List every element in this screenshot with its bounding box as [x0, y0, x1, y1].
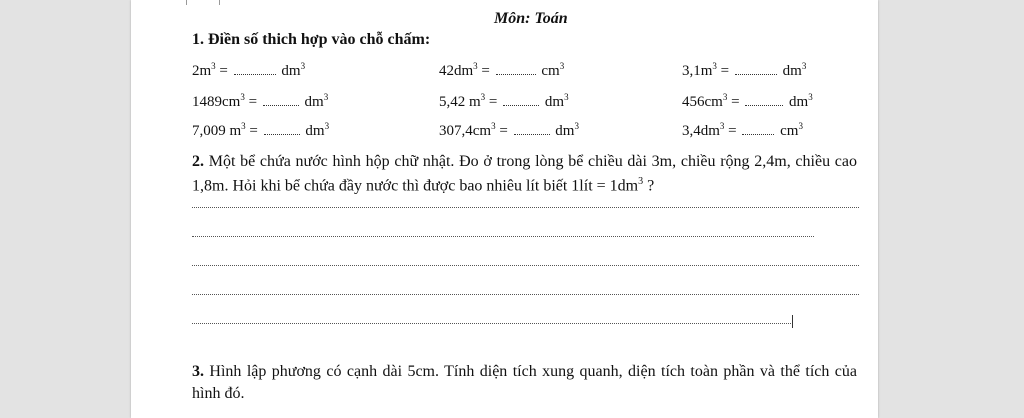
conversion-rhs: cm	[776, 123, 799, 139]
conversion-lhs: 42dm	[439, 63, 474, 79]
conversion-item	[439, 92, 569, 111]
answer-line[interactable]	[192, 323, 791, 324]
answer-blank[interactable]	[745, 104, 783, 106]
conversion-rhs: dm	[301, 123, 325, 139]
conversion-rhs: dm	[778, 63, 802, 79]
exercise-1-heading: 1. Điền số thich hợp vào chỗ chấm:	[192, 31, 431, 48]
exercise-3-number: 3.	[192, 363, 204, 380]
conversion-lhs: 456cm	[682, 94, 723, 110]
exercise-2-body: Một bể chứa nước hình hộp chữ nhật. Đo ở trong lòng bể chiều dài 3m, chiều rộng 2,4m, chiều cao 1,8m. Hỏi khi bể chứa đầy nước thì được bao nhiêu lít biết 1lít = 1dm	[192, 153, 857, 195]
cube-sup: 3	[719, 121, 725, 131]
cube-sup: 3	[323, 92, 329, 102]
exercise-3-text	[192, 361, 857, 405]
cube-sup: 3	[559, 61, 565, 71]
answer-blank[interactable]	[264, 133, 300, 135]
cube-sup: 3	[240, 92, 245, 102]
conversion-lhs: 3,1m	[682, 63, 713, 79]
cube-sup: 3	[491, 121, 496, 131]
conversion-rhs: dm	[551, 123, 575, 139]
answer-line[interactable]	[192, 207, 859, 208]
answer-blank[interactable]	[263, 104, 299, 106]
document-page	[131, 0, 878, 418]
cube-sup: 3	[241, 121, 246, 131]
conversion-item	[439, 61, 564, 80]
conversion-lhs: 2m	[192, 63, 212, 79]
exercise-2-sup: 3	[638, 176, 644, 187]
equals-sign: =	[477, 63, 494, 79]
equals-sign: =	[244, 94, 261, 110]
answer-blank[interactable]	[234, 73, 276, 75]
answer-line[interactable]	[192, 265, 859, 266]
conversion-item	[439, 121, 579, 140]
exercise-2-text	[192, 152, 857, 196]
crop-mark	[219, 0, 220, 5]
crop-mark	[186, 0, 187, 5]
conversion-lhs: 3,4dm	[682, 123, 720, 139]
conversion-item	[682, 121, 803, 140]
cube-sup: 3	[300, 61, 306, 71]
conversion-rhs: dm	[300, 94, 324, 110]
answer-blank[interactable]	[742, 133, 774, 135]
text-cursor	[792, 315, 793, 328]
equals-sign: =	[245, 123, 262, 139]
cube-sup: 3	[722, 92, 728, 102]
answer-blank[interactable]	[735, 73, 777, 75]
conversion-rhs: dm	[785, 94, 809, 110]
conversion-item	[192, 121, 329, 140]
equals-sign: =	[485, 94, 502, 110]
equals-sign: =	[215, 63, 232, 79]
conversion-item	[192, 61, 305, 80]
equals-sign: =	[727, 94, 744, 110]
cube-sup: 3	[480, 92, 486, 102]
cube-sup: 3	[798, 121, 803, 131]
subject-title: Môn: Toán	[494, 10, 568, 27]
conversion-item	[192, 92, 328, 111]
answer-blank[interactable]	[496, 73, 536, 75]
answer-line[interactable]	[192, 294, 859, 295]
answer-blank[interactable]	[503, 104, 539, 106]
equals-sign: =	[495, 123, 512, 139]
cube-sup: 3	[574, 121, 579, 131]
equals-sign: =	[724, 123, 741, 139]
answer-line[interactable]	[192, 236, 814, 237]
conversion-lhs: 7,009 m	[192, 123, 242, 139]
exercise-3-body: Hình lập phương có cạnh dài 5cm. Tính diện tích xung quanh, diện tích toàn phần và thể tích của hình đó.	[192, 363, 857, 402]
equals-sign: =	[716, 63, 733, 79]
answer-blank[interactable]	[514, 133, 550, 135]
cube-sup: 3	[324, 121, 330, 131]
conversion-lhs: 1489cm	[192, 94, 241, 110]
cube-sup: 3	[564, 92, 569, 102]
conversion-lhs: 307,4cm	[439, 123, 492, 139]
conversion-lhs: 5,42 m	[439, 94, 481, 110]
exercise-2-number: 2.	[192, 153, 204, 170]
conversion-rhs: dm	[541, 94, 565, 110]
cube-sup: 3	[801, 61, 807, 71]
conversion-item	[682, 61, 806, 80]
cube-sup: 3	[712, 61, 717, 71]
cube-sup: 3	[473, 61, 478, 71]
conversion-item	[682, 92, 813, 111]
exercise-2-end: ?	[643, 177, 655, 195]
conversion-rhs: cm	[537, 63, 560, 79]
conversion-rhs: dm	[277, 63, 301, 79]
cube-sup: 3	[211, 61, 216, 71]
cube-sup: 3	[808, 92, 813, 102]
